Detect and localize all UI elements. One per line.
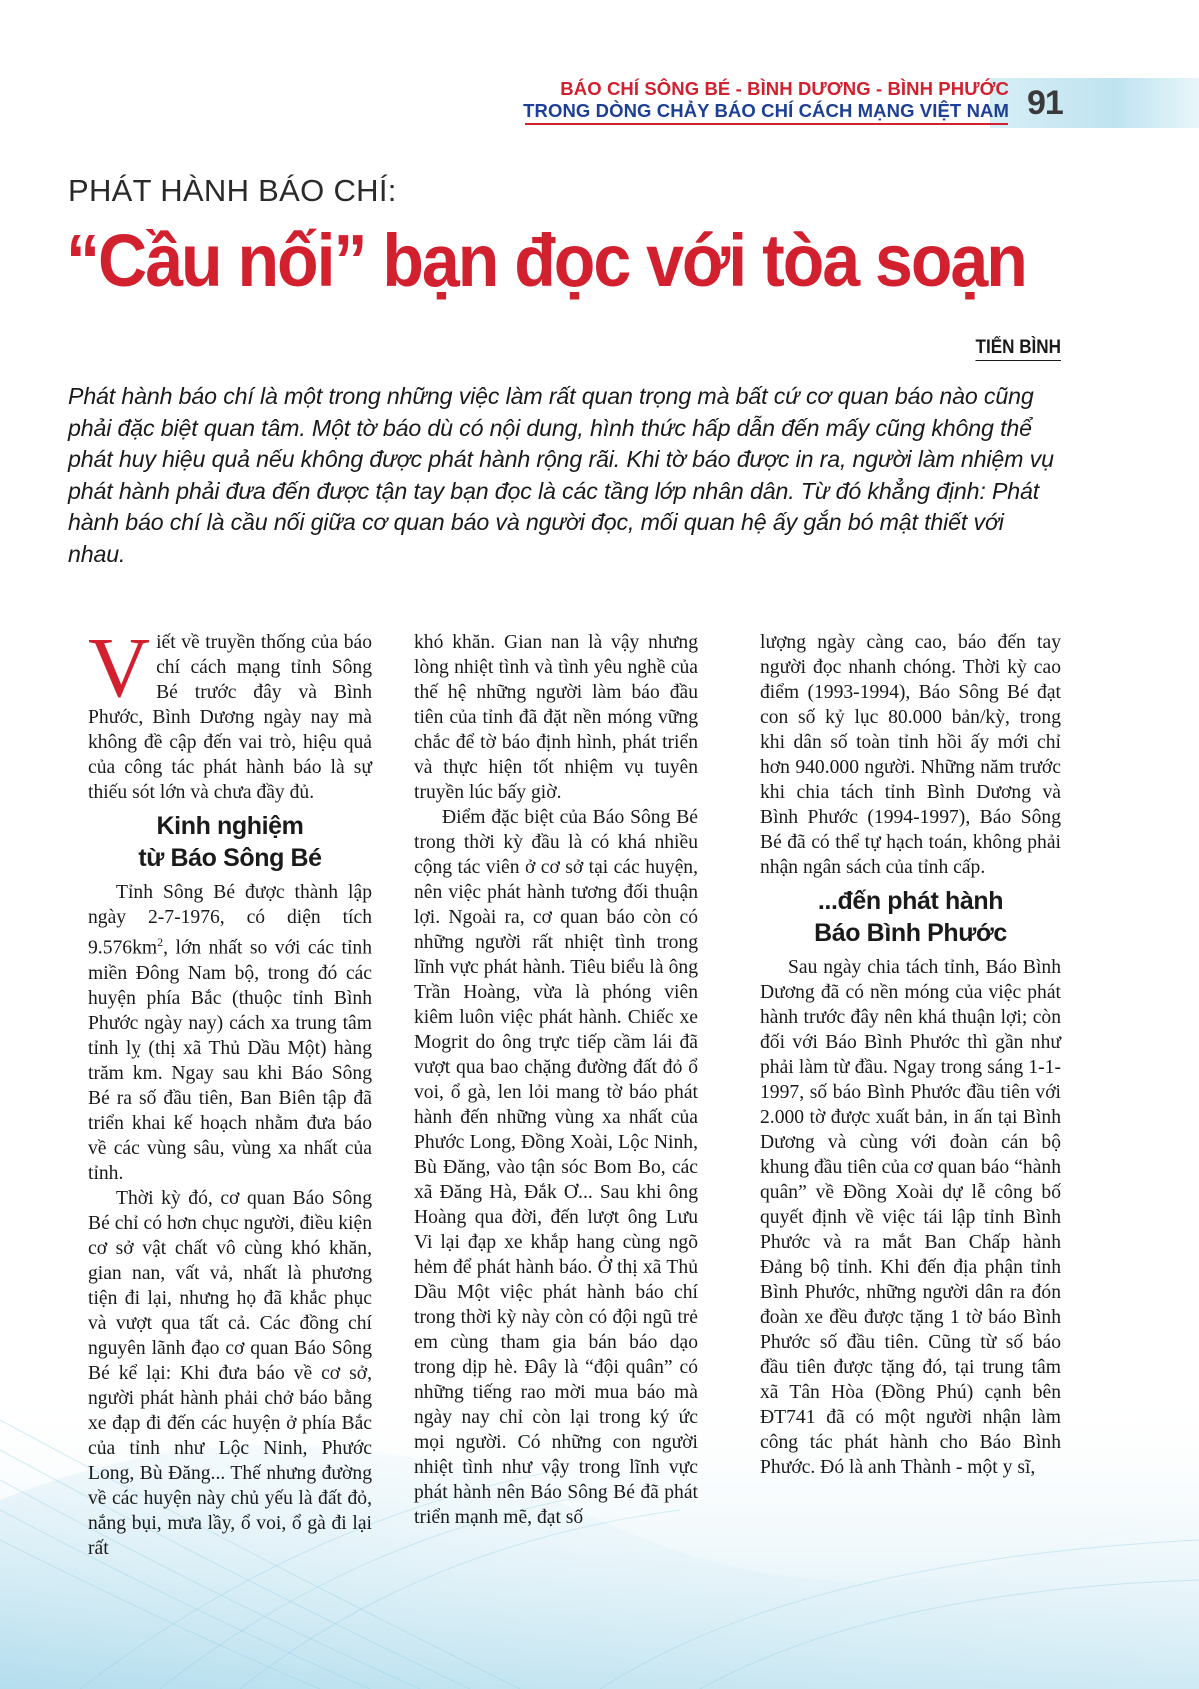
subheading-line: ...đến phát hành [817,887,1004,915]
paragraph: Điểm đặc biệt của Báo Sông Bé trong thời kỳ đầu là có khá nhiều cộng tác viên ở cơ sở tại các huyện, nên việc phát hành tương đối thuận lợi. Ngoài ra, cơ quan báo còn có những người rất nhiệt tình trong lĩnh vực phát hành. Tiêu biểu là ông Trần Hoàng, vừa là phóng viên kiêm luôn việc phát hành. Chiếc xe Mogrit do ông trực tiếp cầm lái đã vượt qua bao chặng đường đất đỏ ổ voi, ổ gà, len lỏi mang tờ báo phát hành đến những vùng xa nhất của Phước Long, Đồng Xoài, Lộc Ninh, Bù Đăng, vào tận sóc Bom Bo, các xã Đăng Hà, Đắk Ơ... Sau khi ông Hoàng qua đời, đến lượt ông Lưu Vi lại đạp xe khắp hang cùng ngõ hẻm để phát hành báo. Ở thị xã Thủ Dầu Một việc phát hành báo chí trong thời kỳ này còn có đội ngũ trẻ em cùng tham gia bán báo dạo trong dịp hè. Đây là “đội quân” có những tiếng rao mời mua báo mà ngày nay chỉ còn lại trong ký ức mọi người. Có những con người nhiệt tình như vậy trong lĩnh vực phát hành nên Báo Sông Bé đã phát triển mạnh mẽ, đạt số [414,807,698,1528]
running-header [523,78,1009,122]
subheading-line: Kinh nghiệm [156,812,304,840]
subheading-kinh-nghiem [88,810,372,874]
paragraph-text: Tỉnh Sông Bé được thành lập ngày 2-7-1976, có diện tích 9.576km [88,882,372,959]
subheading-line: Báo Bình Phước [814,919,1007,947]
header-accent-band [990,78,1199,128]
paragraph [88,619,372,805]
paragraph: khó khăn. Gian nan là vậy nhưng lòng nhiệt tình và tình yêu nghề của thế hệ những người làm báo đầu tiên của tỉnh đã đặt nền móng vững chắc để tờ báo định hình, phát triển và thực hiện tốt nhiệm vụ tuyên truyền lúc bấy giờ. [414,632,698,803]
column-3 [760,630,1061,1480]
article-title: “Cầu nối” bạn đọc với tòa soạn [66,219,1026,302]
paragraph [88,880,372,1186]
header-rule [525,123,1008,125]
running-header-line2: TRONG DÒNG CHẢY BÁO CHÍ CÁCH MẠNG VIỆT NAM [523,100,1009,121]
drop-cap: V [88,619,151,715]
paragraph: Sau ngày chia tách tỉnh, Báo Bình Dương đã có nền móng của việc phát hành trước đây nên khá thuận lợi; còn đối với Báo Bình Phước thì gần như phải làm từ đầu. Ngay trong sáng 1-1-1997, số báo Bình Phước đầu tiên với 2.000 tờ được xuất bản, in ấn tại Bình Dương và cùng với đoàn cán bộ khung đầu tiên của cơ quan báo “hành quân” về Đồng Xoài dự lễ công bố quyết định về việc tái lập tỉnh Bình Phước và ra mắt Ban Chấp hành Đảng bộ tỉnh. Khi đến địa phận tỉnh Bình Phước, những người dân ra đón đoàn xe đều được tặng 1 tờ báo Bình Phước số đầu tiên. Cũng từ số báo đầu tiên được tặng đó, tại trung tâm xã Tân Hòa (Đồng Phú) cạnh bên ĐT741 đã có một người nhận làm công tác phát hành cho Báo Bình Phước. Đó là anh Thành - một y sĩ, [760,957,1061,1478]
running-header-line1: BÁO CHÍ SÔNG BÉ - BÌNH DƯƠNG - BÌNH PHƯỚC [560,78,1009,99]
paragraph: Thời kỳ đó, cơ quan Báo Sông Bé chỉ có hơn chục người, điều kiện cơ sở vật chất vô cùng khó khăn, gian nan, vất vả, nhất là phương tiện đi lại, nhưng họ đã khắc phục và vượt qua tất cả. Các đồng chí nguyên lãnh đạo cơ quan Báo Sông Bé kể lại: Khi đưa báo về cơ sở, người phát hành phải chở báo bằng xe đạp đi đến các huyện ở phía Bắc của tỉnh như Lộc Ninh, Phước Long, Bù Đăng... Thế nhưng đường về các huyện này chủ yếu là đất đỏ, nắng bụi, mưa lầy, ổ voi, ổ gà đi lại rất [88,1187,372,1559]
subheading-line: từ Báo Sông Bé [138,844,322,872]
column-2 [414,630,698,1530]
page-number: 91 [1027,84,1063,122]
superscript: 2 [157,935,164,949]
article-author: TIẾN BÌNH [976,337,1062,361]
subheading-den-phat-hanh [760,885,1061,949]
article-lead: Phát hành báo chí là một trong những việc làm rất quan trọng mà bất cứ cơ quan báo nào cũng phải đặc biệt quan tâm. Một tờ báo dù có nội dung, hình thức hấp dẫn đến mấy cũng không thể phát huy hiệu quả nếu không được phát hành rộng rãi. Khi tờ báo được in ra, người làm nhiệm vụ phát hành phải đưa đến được tận tay bạn đọc là các tầng lớp nhân dân. Từ đó khẳng định: Phát hành báo chí là cầu nối giữa cơ quan báo và người đọc, mối quan hệ ấy gắn bó mật thiết với nhau. [68,383,1054,567]
paragraph-text: , lớn nhất so với các tỉnh miền Đông Nam bộ, trong đó các huyện phía Bắc (thuộc tỉnh Bình Phước ngày nay) cách xa trung tâm tỉnh lỵ (thị xã Thủ Dầu Một) hàng trăm km. Ngay sau khi Báo Sông Bé ra số đầu tiên, Ban Biên tập đã triển khai kế hoạch nhằm đưa báo về các vùng sâu, vùng xa nhất của tỉnh. [88,937,372,1184]
column-1 [88,619,372,1561]
paragraph-text: iết về truyền thống của báo chí cách mạng tỉnh Sông Bé trước đây và Bình Phước, Bình Dương ngày nay mà không đề cập đến vai trò, hiệu quả của công tác phát hành báo là sự thiếu sót lớn và chưa đầy đủ. [88,632,372,803]
article-kicker: PHÁT HÀNH BÁO CHÍ: [68,173,397,208]
paragraph: lượng ngày càng cao, báo đến tay người đọc nhanh chóng. Thời kỳ cao điểm (1993-1994), Báo Sông Bé đạt con số kỷ lục 80.000 bản/kỳ, trong khi dân số toàn tỉnh hồi ấy mới chỉ hơn 940.000 người. Những năm trước khi chia tách tỉnh Bình Dương và Bình Phước (1994-1997), Báo Sông Bé đã có thể tự hạch toán, không phải nhận ngân sách của tỉnh cấp. [760,632,1061,878]
